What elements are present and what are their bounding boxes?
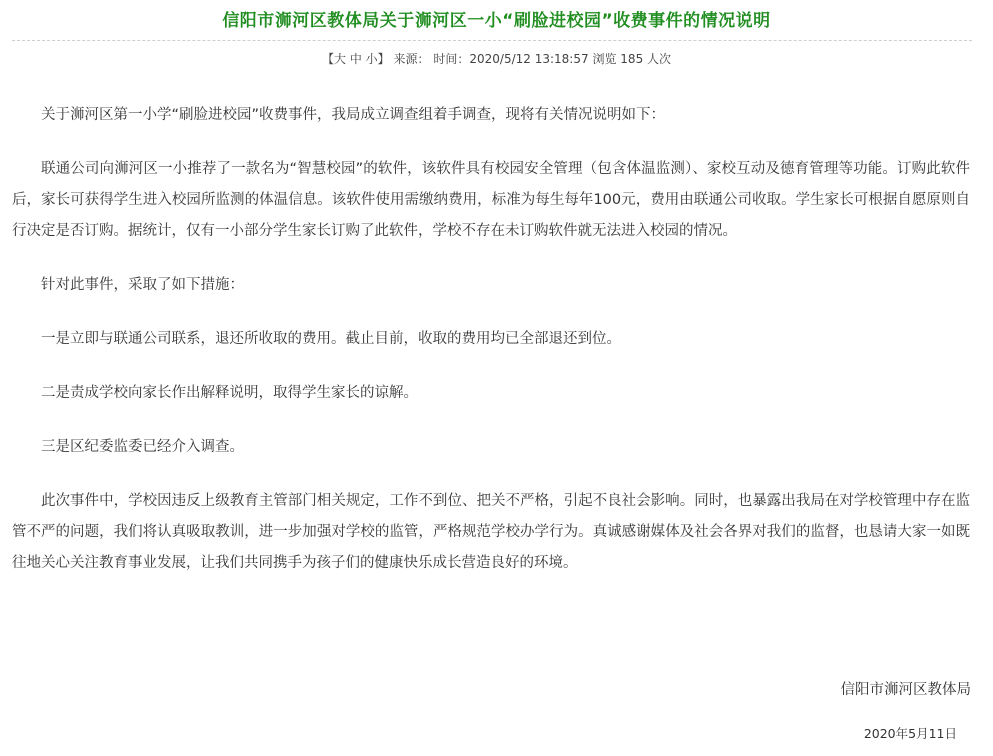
publish-time: 2020/5/12 13:18:57 xyxy=(469,52,589,66)
issuer-signature: 信阳市浉河区教体局 xyxy=(840,682,971,698)
bracket-close: 】 xyxy=(377,52,390,66)
article-meta xyxy=(0,50,993,67)
paragraph-measure-3: 三是区纪委监委已经介入调查。 xyxy=(41,439,244,455)
paragraph-background: 联通公司向浉河区一小推荐了一款名为“智慧校园”的软件，该软件具有校园安全管理（包含体温监测）、家校互动及德育管理等功能。订购此软件后，家长可获得学生进入校园所监测的体温信息。该软件使用需缴纳费用，标准为每生每年100元，费用由联通公司收取。学生家长可根据自愿原则自行决定是否订购。据统计，仅有一小部分学生家长订购了此软件，学校不存在未订购软件就无法进入校园的情况。 xyxy=(12,161,970,239)
paragraph-measure-1: 一是立即与联通公司联系，退还所收取的费用。截止目前，收取的费用均已全部退还到位。 xyxy=(41,331,621,347)
paragraph-intro: 关于浉河区第一小学“刷脸进校园”收费事件，我局成立调查组着手调查，现将有关情况说明如下： xyxy=(41,107,666,123)
font-size-small-link[interactable]: 小 xyxy=(365,52,378,66)
article-body xyxy=(12,100,970,602)
paragraph-measure-2: 二是责成学校向家长作出解释说明，取得学生家长的谅解。 xyxy=(41,385,418,401)
views-label: 浏览 xyxy=(592,52,617,66)
views-count: 185 xyxy=(620,52,644,66)
article-title: 信阳市浉河区教体局关于浉河区一小“刷脸进校园”收费事件的情况说明 xyxy=(222,11,771,31)
views-unit: 人次 xyxy=(647,52,672,66)
paragraph-conclusion: 此次事件中，学校因违反上级教育主管部门相关规定，工作不到位、把关不严格，引起不良社会影响。同时，也暴露出我局在对学校管理中存在监管不严的问题，我们将认真吸取教训，进一步加强对学校的监管，严格规范学校办学行为。真诚感谢媒体及社会各界对我们的监督，也恳请大家一如既往地关心关注教育事业发展，让我们共同携手为孩子们的健康快乐成长营造良好的环境。 xyxy=(12,493,970,571)
title-divider xyxy=(12,40,972,41)
font-size-large-link[interactable]: 大 xyxy=(333,52,346,66)
source-label: 来源： xyxy=(393,52,430,66)
font-size-medium-link[interactable]: 中 xyxy=(349,52,362,66)
bracket-open: 【 xyxy=(321,52,334,66)
issue-date: 2020年5月11日 xyxy=(863,726,957,741)
font-size-switcher xyxy=(322,52,390,66)
time-label: 时间： xyxy=(433,52,470,66)
paragraph-measures-intro: 针对此事件，采取了如下措施： xyxy=(41,277,244,293)
